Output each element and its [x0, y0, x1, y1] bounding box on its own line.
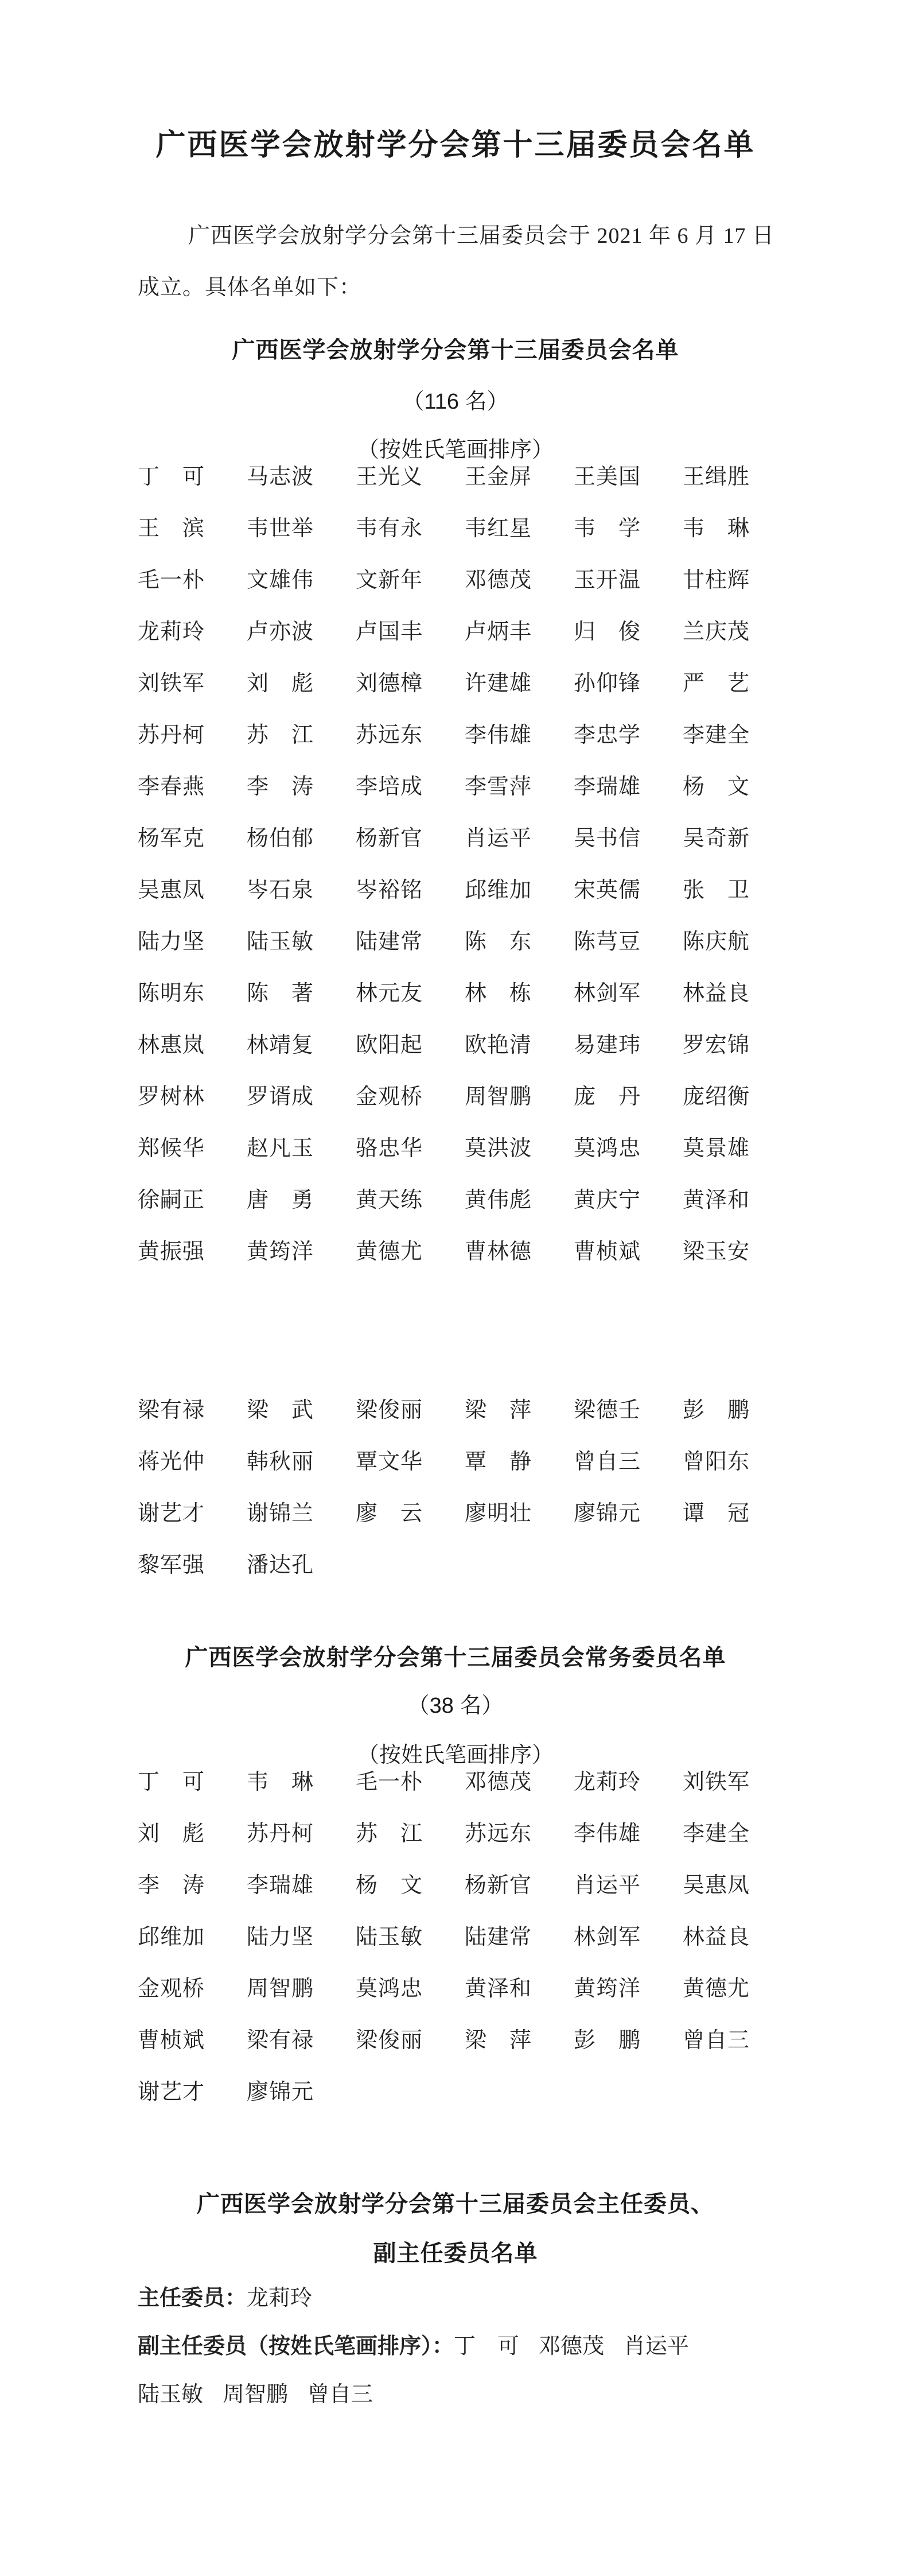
name-row: [138, 554, 797, 606]
member-name: 邱维加: [138, 1925, 205, 1949]
vice-line-1: [138, 2328, 689, 2360]
member-name: 苏远东: [465, 1822, 532, 1846]
name-row: [138, 1756, 797, 1808]
member-name: 廖 云: [356, 1502, 423, 1526]
member-name: 韦 琳: [247, 1770, 314, 1794]
name-row: [138, 1488, 797, 1539]
member-name: 曾自三: [683, 2028, 750, 2053]
member-name: 谢艺才: [138, 2080, 205, 2104]
name-row: [138, 658, 797, 709]
vice-name: 肖运平: [624, 2334, 690, 2358]
member-name: 兰庆茂: [683, 620, 750, 644]
member-name: 彭 鹏: [574, 2028, 641, 2053]
name-row: [138, 1019, 797, 1071]
name-row: [138, 1860, 797, 1911]
member-name: 梁有禄: [247, 2028, 314, 2053]
vice-line-2: [138, 2376, 373, 2408]
member-name: 赵凡玉: [247, 1136, 314, 1161]
name-row: [138, 1384, 797, 1436]
name-row: [138, 1436, 797, 1488]
name-row: [138, 1808, 797, 1860]
member-name: 陈 著: [247, 981, 314, 1006]
member-name: 岑石泉: [247, 878, 314, 902]
member-name: 廖明壮: [465, 1502, 532, 1526]
member-name: 杨军克: [138, 827, 205, 851]
member-name: 张 卫: [683, 878, 750, 902]
member-name: 易建玮: [574, 1033, 641, 1057]
member-name: 陆玉敏: [356, 1925, 423, 1949]
member-name: 毛一朴: [138, 568, 205, 592]
member-name: 曾阳东: [683, 1450, 750, 1474]
member-name: 林剑军: [574, 1925, 641, 1949]
member-name: 刘 彪: [138, 1822, 205, 1846]
name-row: [138, 864, 797, 916]
member-name: 宋英儒: [574, 878, 641, 902]
member-name: 李雪萍: [465, 775, 532, 799]
member-name: 杨伯郁: [247, 827, 314, 851]
leaders-heading-line2: 副主任委员名单: [373, 2241, 538, 2266]
member-name: 刘铁军: [138, 672, 205, 696]
standing-heading: 广西医学会放射学分会第十三届委员会常务委员名单: [185, 1645, 726, 1670]
member-name: 陆建常: [356, 930, 423, 954]
name-row: [138, 1123, 797, 1174]
member-name: 梁俊丽: [356, 2028, 423, 2053]
name-row: [138, 503, 797, 554]
member-name: 李建全: [683, 723, 750, 747]
member-name: 甘柱辉: [683, 568, 750, 592]
vice-name: 周智鹏: [223, 2383, 289, 2407]
member-name: 梁 武: [247, 1398, 314, 1422]
member-name: 陆玉敏: [247, 930, 314, 954]
member-name: 苏远东: [356, 723, 423, 747]
member-name: 吴奇新: [683, 827, 750, 851]
member-name: 黄振强: [138, 1240, 205, 1264]
member-name: 肖运平: [465, 827, 532, 851]
member-name: 王金屏: [465, 465, 532, 489]
member-name: 林剑军: [574, 981, 641, 1006]
member-name: 龙莉玲: [574, 1770, 641, 1794]
chair-label: 主任委员：: [138, 2286, 247, 2310]
member-name: 陆建常: [465, 1925, 532, 1949]
member-name: 李忠学: [574, 723, 641, 747]
name-row: [138, 916, 797, 968]
member-name: 曾自三: [574, 1450, 641, 1474]
member-name: 归 俊: [574, 620, 641, 644]
member-name: 韦 学: [574, 517, 641, 541]
name-row: [138, 1539, 797, 1591]
member-name: 欧艳清: [465, 1033, 532, 1057]
member-name: 苏丹柯: [138, 723, 205, 747]
member-name: 吴惠凤: [683, 1873, 750, 1898]
member-name: 唐 勇: [247, 1188, 314, 1212]
member-name: 孙仰锋: [574, 672, 641, 696]
name-row: [138, 1911, 797, 1963]
member-name: 卢亦波: [247, 620, 314, 644]
member-name: 杨新官: [465, 1873, 532, 1898]
member-name: 李 涛: [138, 1873, 205, 1898]
member-name: 李伟雄: [574, 1822, 641, 1846]
member-name: 陈 东: [465, 930, 532, 954]
member-name: 曹林德: [465, 1240, 532, 1264]
name-row: [138, 761, 797, 813]
page-title: 广西医学会放射学分会第十三届委员会名单: [155, 129, 756, 162]
member-name: 骆忠华: [356, 1136, 423, 1161]
member-name: 邓德茂: [465, 568, 532, 592]
name-row: [138, 1174, 797, 1226]
member-name: 廖锦元: [574, 1502, 641, 1526]
member-name: 梁有禄: [138, 1398, 205, 1422]
standing-count: （38 名）: [407, 1694, 504, 1718]
member-name: 丁 可: [138, 465, 205, 489]
member-name: 莫洪波: [465, 1136, 532, 1161]
member-name: 陆力坚: [138, 930, 205, 954]
member-name: 黄筠洋: [247, 1240, 314, 1264]
member-name: 李培成: [356, 775, 423, 799]
member-name: 陆力坚: [247, 1925, 314, 1949]
member-name: 吴书信: [574, 827, 641, 851]
member-name: 莫景雄: [683, 1136, 750, 1161]
intro-paragraph: 广西医学会放射学分会第十三届委员会于 2021 年 6 月 17 日成立。具体名单如下：: [138, 224, 775, 300]
member-name: 苏 江: [247, 723, 314, 747]
member-name: 毛一朴: [356, 1770, 423, 1794]
member-name: 曹桢斌: [574, 1240, 641, 1264]
member-name: 邓德茂: [465, 1770, 532, 1794]
member-name: 谢艺才: [138, 1502, 205, 1526]
member-name: 王 滨: [138, 517, 205, 541]
chair-line: [138, 2280, 312, 2311]
committee-heading: 广西医学会放射学分会第十三届委员会名单: [232, 337, 679, 363]
member-name: 谢锦兰: [247, 1502, 314, 1526]
name-row: [138, 2015, 797, 2066]
member-name: 黄德尤: [683, 1977, 750, 2001]
member-name: 杨新官: [356, 827, 423, 851]
member-name: 邱维加: [465, 878, 532, 902]
member-name: 罗谞成: [247, 1085, 314, 1109]
member-name: 黄泽和: [683, 1188, 750, 1212]
name-row: [138, 2066, 797, 2118]
member-name: 林 栋: [465, 981, 532, 1006]
member-name: 许建雄: [465, 672, 532, 696]
member-name: 王缉胜: [683, 465, 750, 489]
member-name: 韦 琳: [683, 517, 750, 541]
member-name: 林元友: [356, 981, 423, 1006]
member-name: 林惠岚: [138, 1033, 205, 1057]
leaders-heading-line1: 广西医学会放射学分会第十三届委员会主任委员、: [197, 2191, 714, 2217]
member-name: 庞绍衡: [683, 1085, 750, 1109]
member-name: 刘 彪: [247, 672, 314, 696]
member-name: 潘达孔: [247, 1553, 314, 1577]
name-row: [138, 968, 797, 1019]
member-name: 韦世举: [247, 517, 314, 541]
member-name: 周智鹏: [465, 1085, 532, 1109]
member-name: 卢炳丰: [465, 620, 532, 644]
member-name: 黄德尤: [356, 1240, 423, 1264]
member-name: 苏丹柯: [247, 1822, 314, 1846]
member-name: 梁玉安: [683, 1240, 750, 1264]
committee-count: （116 名）: [402, 390, 509, 414]
member-name: 肖运平: [574, 1873, 641, 1898]
member-name: 李 涛: [247, 775, 314, 799]
vice-label: 副主任委员（按姓氏笔画排序）：: [138, 2334, 454, 2358]
name-row: [138, 1226, 797, 1278]
member-name: 莫鸿忠: [574, 1136, 641, 1161]
member-name: 徐嗣正: [138, 1188, 205, 1212]
member-name: 覃文华: [356, 1450, 423, 1474]
vice-name: 邓德茂: [539, 2334, 605, 2358]
vice-name: 丁 可: [454, 2334, 520, 2358]
member-name: 欧阳起: [356, 1033, 423, 1057]
member-name: 刘铁军: [683, 1770, 750, 1794]
member-name: 黄泽和: [465, 1977, 532, 2001]
name-row: [138, 451, 797, 503]
member-name: 陈明东: [138, 981, 205, 1006]
member-name: 文新年: [356, 568, 423, 592]
standing-names-grid: [138, 1756, 797, 2118]
member-name: 韩秋丽: [247, 1450, 314, 1474]
member-name: 金观桥: [356, 1085, 423, 1109]
member-name: 岑裕铭: [356, 878, 423, 902]
member-name: 陈庆航: [683, 930, 750, 954]
member-name: 刘德樟: [356, 672, 423, 696]
vice-name: 曾自三: [307, 2383, 373, 2407]
member-name: 林靖复: [247, 1033, 314, 1057]
member-name: 彭 鹏: [683, 1398, 750, 1422]
member-name: 王美国: [574, 465, 641, 489]
member-name: 罗树林: [138, 1085, 205, 1109]
member-name: 金观桥: [138, 1977, 205, 2001]
member-name: 罗宏锦: [683, 1033, 750, 1057]
member-name: 林益良: [683, 981, 750, 1006]
member-name: 谭 冠: [683, 1502, 750, 1526]
member-name: 李伟雄: [465, 723, 532, 747]
member-name: 郑候华: [138, 1136, 205, 1161]
member-name: 黄伟彪: [465, 1188, 532, 1212]
name-row: [138, 606, 797, 658]
member-name: 覃 静: [465, 1450, 532, 1474]
name-row: [138, 1963, 797, 2015]
member-name: 严 艺: [683, 672, 750, 696]
name-row: [138, 813, 797, 864]
member-name: 梁德壬: [574, 1398, 641, 1422]
member-name: 蒋光仲: [138, 1450, 205, 1474]
committee-names-grid-a: [138, 451, 797, 1278]
member-name: 杨 文: [356, 1873, 423, 1898]
member-name: 韦有永: [356, 517, 423, 541]
member-name: 林益良: [683, 1925, 750, 1949]
member-name: 梁俊丽: [356, 1398, 423, 1422]
member-name: 黄庆宁: [574, 1188, 641, 1212]
member-name: 梁 萍: [465, 1398, 532, 1422]
committee-names-grid-b: [138, 1384, 797, 1591]
member-name: 玉开温: [574, 568, 641, 592]
member-name: 黎军强: [138, 1553, 205, 1577]
member-name: 陈芎豆: [574, 930, 641, 954]
member-name: 龙莉玲: [138, 620, 205, 644]
member-name: 梁 萍: [465, 2028, 532, 2053]
member-name: 卢国丰: [356, 620, 423, 644]
vice-name: 陆玉敏: [138, 2383, 204, 2407]
member-name: 文雄伟: [247, 568, 314, 592]
committee-order-note: （按姓氏笔画排序）: [357, 438, 554, 462]
member-name: 李瑞雄: [247, 1873, 314, 1898]
name-row: [138, 709, 797, 761]
name-row: [138, 1071, 797, 1123]
chair-name: 龙莉玲: [247, 2286, 313, 2310]
standing-order-note: （按姓氏笔画排序）: [357, 1743, 554, 1767]
member-name: 王光义: [356, 465, 423, 489]
member-name: 庞 丹: [574, 1085, 641, 1109]
member-name: 李建全: [683, 1822, 750, 1846]
member-name: 杨 文: [683, 775, 750, 799]
member-name: 黄天练: [356, 1188, 423, 1212]
member-name: 李瑞雄: [574, 775, 641, 799]
member-name: 曹桢斌: [138, 2028, 205, 2053]
member-name: 马志波: [247, 465, 314, 489]
member-name: 周智鹏: [247, 1977, 314, 2001]
member-name: 黄筠洋: [574, 1977, 641, 2001]
member-name: 苏 江: [356, 1822, 423, 1846]
member-name: 韦红星: [465, 517, 532, 541]
member-name: 莫鸿忠: [356, 1977, 423, 2001]
member-name: 廖锦元: [247, 2080, 314, 2104]
member-name: 丁 可: [138, 1770, 205, 1794]
member-name: 吴惠凤: [138, 878, 205, 902]
member-name: 李春燕: [138, 775, 205, 799]
